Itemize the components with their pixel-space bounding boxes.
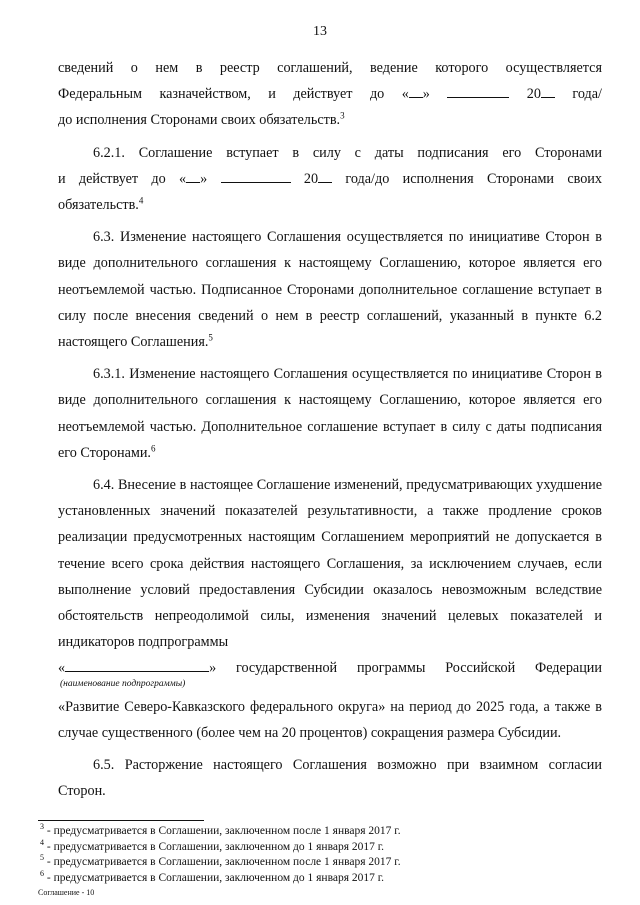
- month-blank: [447, 85, 509, 98]
- footnote-separator: [38, 820, 204, 821]
- text-line: сведений о нем в реестр соглашений, ведение которого осуществляется: [58, 60, 602, 76]
- subprogram-name-blank: [65, 659, 209, 672]
- day-blank: [409, 85, 423, 98]
- text-line: Федеральным казначейством, и действует до « » 20 года/: [58, 86, 602, 103]
- footnote-ref: 4: [138, 195, 144, 206]
- footnote: $^6$ - предусматривается в Соглашении, заключенном до 1 января 2017 г.: [40, 868, 385, 884]
- subprogram-caption: (наименование подпрограммы): [60, 678, 186, 689]
- paragraph-6-2-1: [58, 140, 602, 219]
- text-line: 6.2.1. Соглашение вступает в силу с даты подписания его Сторонами: [93, 144, 602, 161]
- paragraph-6-4: 6.4. Внесение в настоящее Соглашение изменений, предусматривающих ухудшение установленных значений показателей результативности, а также продление сроков реализации предусмотренных настоящим Соглашением мероприятий не допускается в течение всего срока действия настоящего Соглашения, за исключением случаев, если выполнение условий предоставления Субсидии оказалось невозможным вследствие обстоятельств непреодолимой силы, изменения значений целевых показателей и индикаторов подпрограммы « » государственной программы Российской Федерации: [58, 472, 602, 682]
- footnote: $^4$ - предусматривается в Соглашении, заключенном до 1 января 2017 г.: [40, 837, 385, 853]
- footnote-ref: 6: [150, 443, 156, 454]
- text-line: « » государственной программы Российской Федерации: [58, 660, 602, 677]
- footnotes: [40, 824, 600, 886]
- footnote-ref: 3: [340, 110, 345, 121]
- year-blank: [541, 85, 555, 98]
- paragraph-6-5: 6.5. Расторжение настоящего Соглашения возможно при взаимном согласии Сторон.: [58, 757, 602, 800]
- footnote: $^5$ - предусматривается в Соглашении, заключенном после 1 января 2017 г.: [40, 853, 401, 869]
- paragraph-6-3-1: 6.3.1. Изменение настоящего Соглашения осуществляется по инициативе Сторон в виде дополнительного соглашения к настоящему Соглашению, которое является его неотъемлемой частью. Дополнительное соглашение вступает в силу с даты подписания его Сторонами.$^6$: [58, 366, 602, 461]
- document-body: [58, 55, 602, 810]
- paragraph-6-3: 6.3. Изменение настоящего Соглашения осуществляется по инициативе Сторон в виде дополнительного соглашения к настоящему Соглашению, которое является его неотъемлемой частью. Подписанное Сторонами дополнительное соглашение вступает в силу после внесения сведений о нем в реестр соглашений, указанный в пункте 6.2 настоящего Соглашения.$^5$: [58, 229, 602, 351]
- year-blank: [318, 170, 332, 183]
- footnote: $^3$ - предусматривается в Соглашении, заключенном после 1 января 2017 г.: [40, 822, 401, 837]
- month-blank: [221, 170, 291, 183]
- paragraph-6-4-tail: «Развитие Северо-Кавказского федерального округа» на период до 2025 года, а также в случае существенного (более чем на 20 процентов) сокращения размера Субсидии.: [58, 698, 602, 741]
- day-blank: [186, 170, 200, 183]
- paragraph-6-2-continuation: [58, 55, 602, 134]
- text-line: обязательств.$^4$: [58, 195, 144, 214]
- footnote-ref: 5: [208, 332, 213, 343]
- text-line: до исполнения Сторонами своих обязательств.$^3$: [58, 110, 345, 129]
- text-line: и действует до « » 20 года/до исполнения Сторонами своих: [58, 170, 602, 187]
- document-footer-label: Соглашение - 10: [38, 888, 95, 897]
- page-number: 13: [313, 24, 327, 39]
